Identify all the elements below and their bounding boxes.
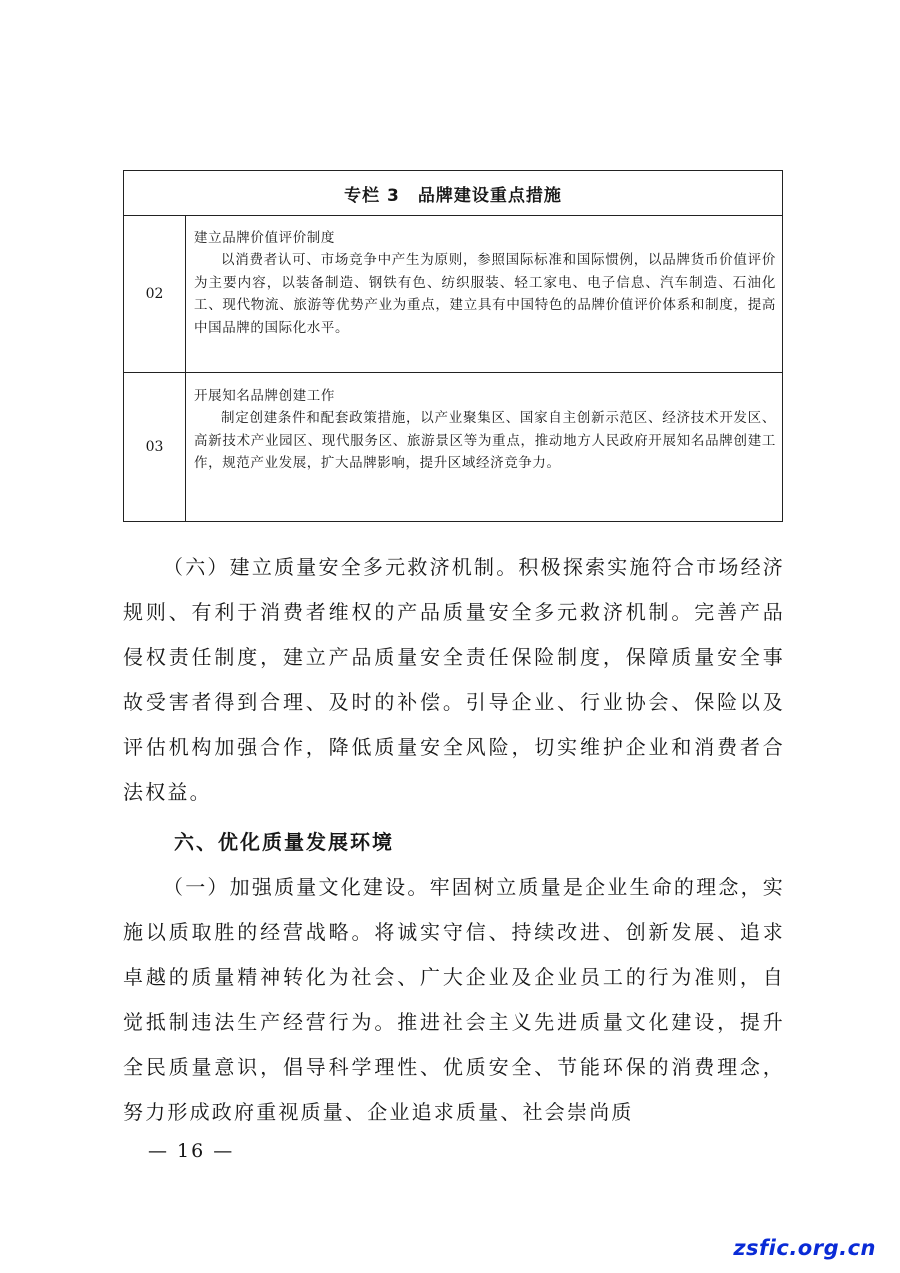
- paragraph-text: （一）加强质量文化建设。牢固树立质量是企业生命的理念，实施以质取胜的经营战略。将诚实守信、持续改进、创新发展、追求卓越的质量精神转化为社会、广大企业及企业员工的行为准则，自觉抵制违法生产经营行为。推进社会主义先进质量文化建设，提升全民质量意识，倡导科学理性、优质安全、节能环保的消费理念，努力形成政府重视质量、企业追求质量、社会崇尚质: [123, 875, 785, 1124]
- row-heading: 建立品牌价值评价制度: [194, 230, 335, 246]
- paragraph-text: （六）建立质量安全多元救济机制。积极探索实施符合市场经济规则、有利于消费者维权的产品质量安全多元救济机制。完善产品侵权责任制度，建立产品质量安全责任保险制度，保障质量安全事故受害者得到合理、及时的补偿。引导企业、行业协会、保险以及评估机构加强合作，降低质量安全风险，切实维护企业和消费者合法权益。: [123, 555, 785, 804]
- row-content: [194, 227, 776, 339]
- row-number: 03: [124, 373, 186, 521]
- box-title: 专栏 3 品牌建设重点措施: [124, 171, 782, 216]
- section-heading: 六、优化质量发展环境: [174, 830, 394, 854]
- row-text: 制定创建条件和配套政策措施，以产业聚集区、国家自主创新示范区、经济技术开发区、高新技术产业园区、现代服务区、旅游景区等为重点，推动地方人民政府开展知名品牌创建工作，规范产业发展，扩大品牌影响，提升区域经济竞争力。: [194, 410, 776, 472]
- row-number: 02: [124, 215, 186, 372]
- paragraph-remedy-mechanism: [123, 545, 785, 815]
- row-heading: 开展知名品牌创建工作: [194, 388, 335, 404]
- brand-measures-box: [123, 170, 783, 522]
- row-text: 以消费者认可、市场竞争中产生为原则，参照国际标准和国际惯例，以品牌货币价值评价为主要内容，以装备制造、钢铁有色、纺织服装、轻工家电、电子信息、汽车制造、石油化工、现代物流、旅游等优势产业为重点，建立具有中国特色的品牌价值评价体系和制度，提高中国品牌的国际化水平。: [194, 252, 776, 336]
- box-row: [124, 373, 782, 521]
- page-number: — 16 —: [148, 1140, 235, 1162]
- row-content: [194, 385, 776, 475]
- watermark-link[interactable]: zsfic.org.cn: [733, 1236, 876, 1260]
- box-row: [124, 215, 782, 373]
- paragraph-quality-culture: [123, 865, 785, 1135]
